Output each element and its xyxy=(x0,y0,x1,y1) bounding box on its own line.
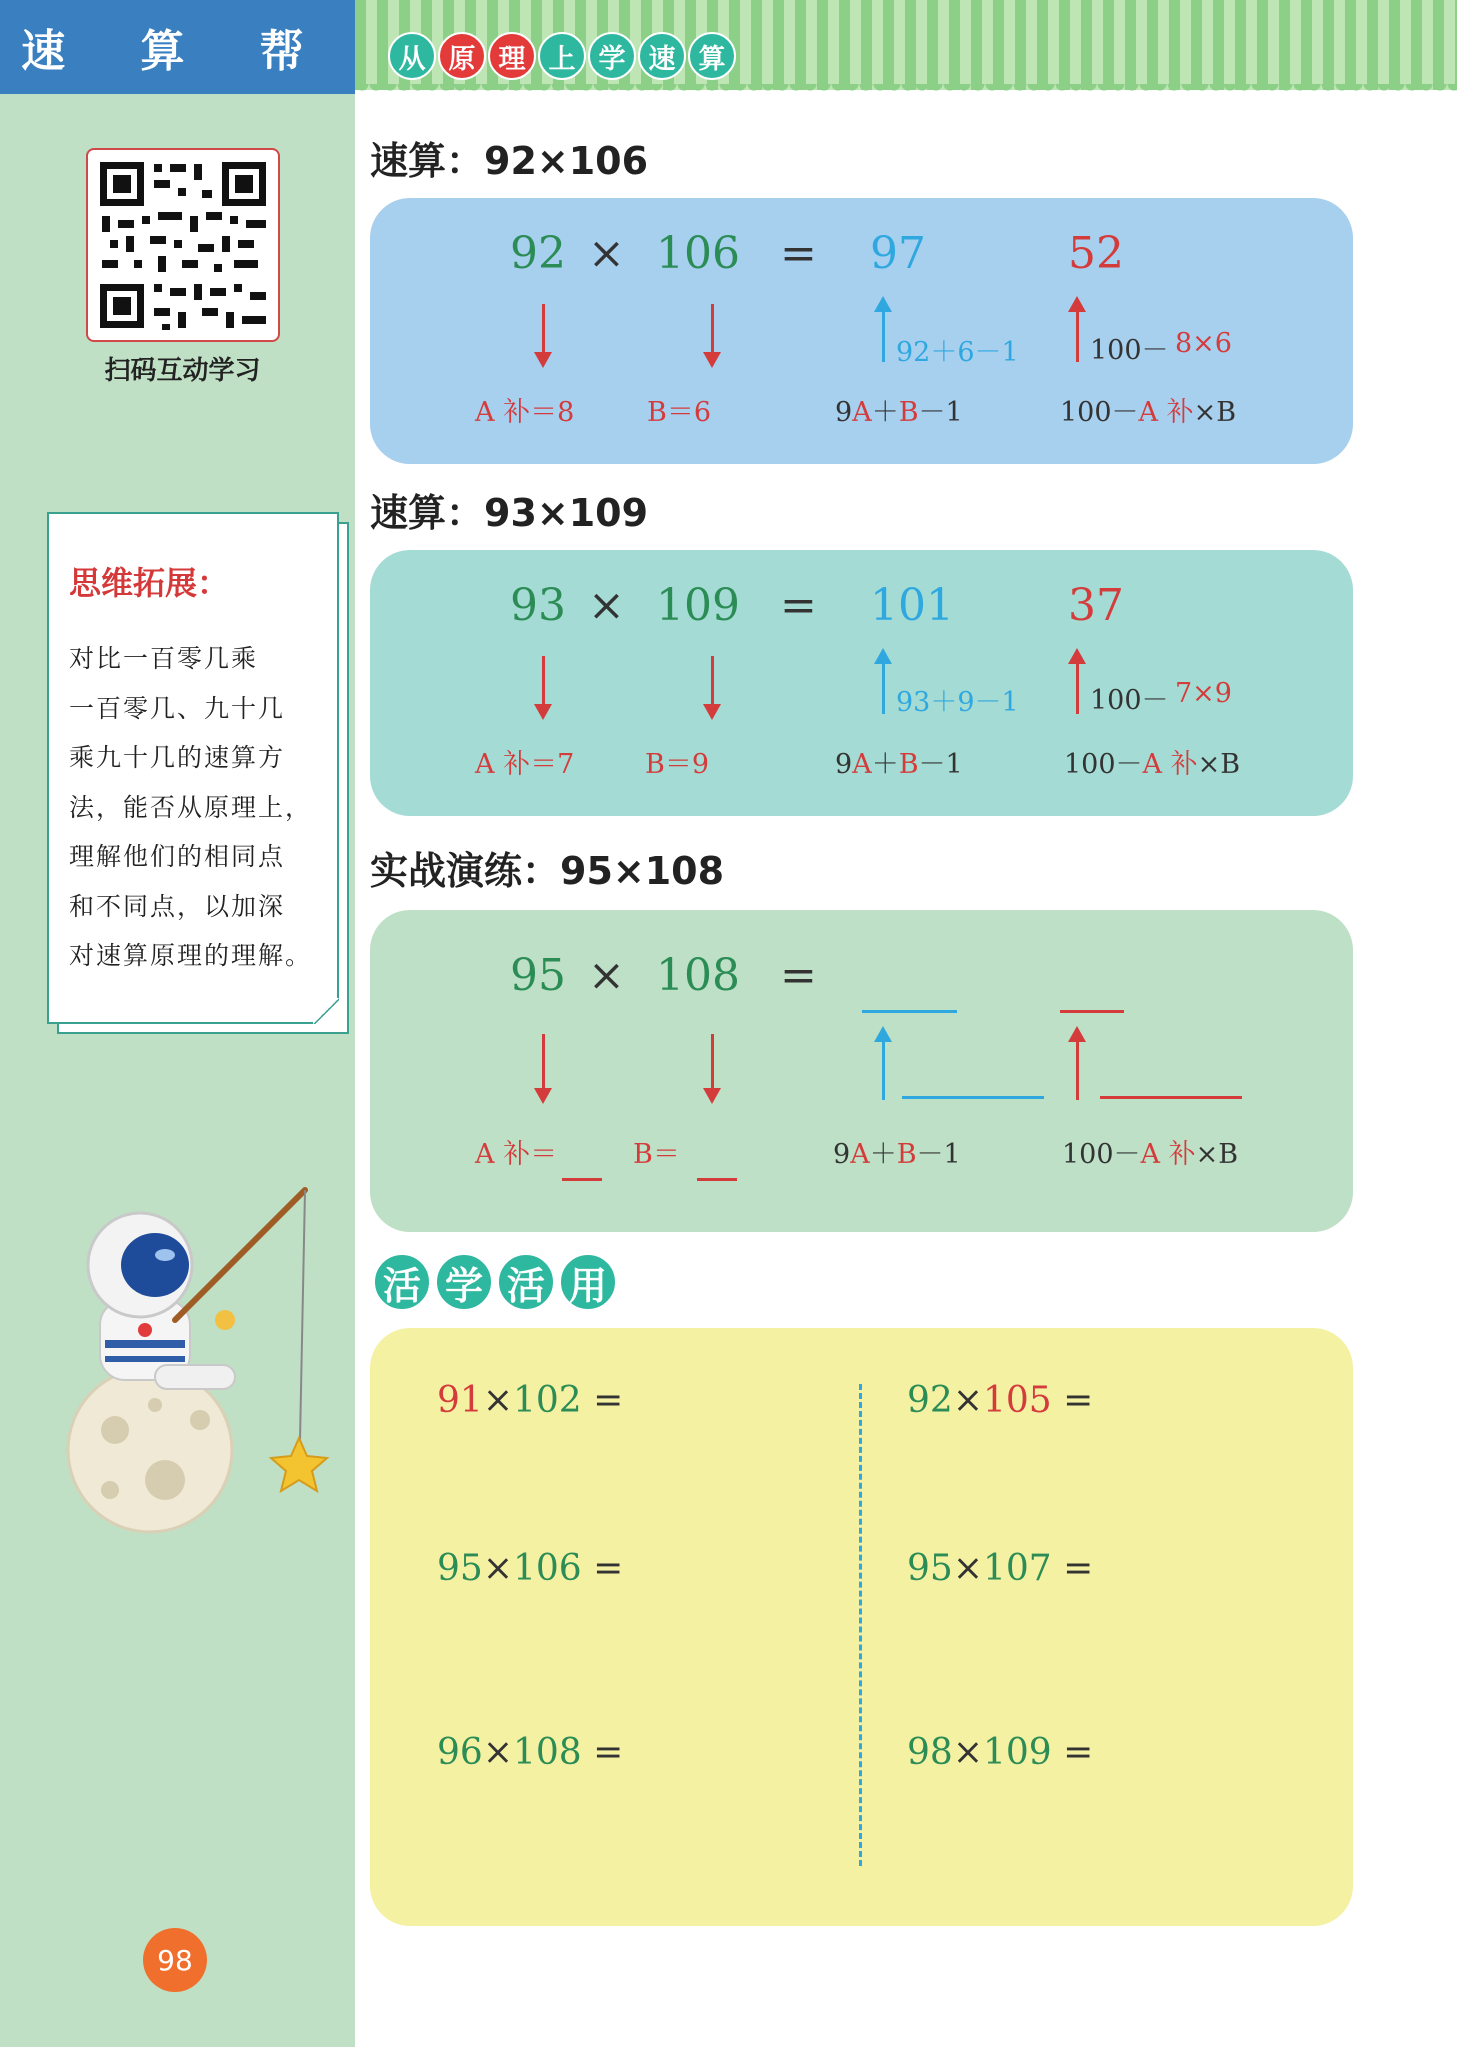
section-tag-char: 理 xyxy=(488,32,536,80)
page-number: 98 xyxy=(143,1928,207,1992)
down-arrow-icon xyxy=(542,1034,545,1090)
equals-sign: = xyxy=(780,580,817,631)
example-1-panel xyxy=(370,198,1353,464)
times-sign: × xyxy=(588,950,625,1001)
example-1-heading: 速算：92×106 xyxy=(370,139,649,183)
apply-title-char: 用 xyxy=(558,1252,618,1312)
qr-label: 扫码互动学习 xyxy=(104,356,261,386)
down-arrow-icon xyxy=(711,304,714,354)
hint-back-product: 7×9 xyxy=(1175,678,1232,709)
formula-back: 100－A 补×B xyxy=(1060,397,1237,428)
formula-front: 9A＋B－1 xyxy=(835,749,963,780)
up-arrow-icon xyxy=(882,1040,885,1100)
work-blank-front[interactable] xyxy=(902,1096,1044,1099)
practice-drill-panel xyxy=(370,910,1353,1232)
result-back: 37 xyxy=(1068,580,1124,631)
down-arrow-icon xyxy=(711,656,714,706)
up-arrow-icon xyxy=(882,662,885,714)
result-front: 101 xyxy=(870,580,954,631)
practice-drill-heading: 实战演练：95×108 xyxy=(370,849,725,893)
column-divider xyxy=(859,1384,862,1866)
note-line: 和不同点，以加深 xyxy=(69,891,286,921)
note-line: 法，能否从原理上， xyxy=(69,792,313,822)
apply-title-char: 活 xyxy=(496,1252,556,1312)
label-b: B＝9 xyxy=(645,749,710,780)
apply-section-title xyxy=(372,1252,618,1312)
hint-front: 92＋6－1 xyxy=(896,337,1019,368)
answer-blank-front[interactable] xyxy=(862,1010,957,1013)
up-arrow-icon xyxy=(1076,662,1079,714)
b-blank[interactable] xyxy=(697,1178,737,1181)
up-arrow-icon xyxy=(1076,1040,1079,1100)
astronaut-fishing-illustration xyxy=(55,1180,335,1544)
times-sign: × xyxy=(588,228,625,279)
section-tag-char: 速 xyxy=(638,32,686,80)
work-blank-back[interactable] xyxy=(1100,1096,1242,1099)
hint-back-product: 8×6 xyxy=(1175,328,1232,359)
a-complement-blank[interactable] xyxy=(562,1178,602,1181)
operand-b: 109 xyxy=(656,580,740,631)
operand-a: 92 xyxy=(510,228,566,279)
label-a-complement: A 补＝8 xyxy=(475,397,575,428)
operand-a: 93 xyxy=(510,580,566,631)
section-tag xyxy=(388,32,736,80)
hint-front: 93＋9－1 xyxy=(896,687,1019,718)
section-tag-char: 从 xyxy=(388,32,436,80)
note-body xyxy=(69,634,331,981)
result-back: 52 xyxy=(1068,228,1124,279)
label-b: B＝ xyxy=(633,1139,680,1170)
operand-a: 95 xyxy=(510,950,566,1001)
label-b: B＝6 xyxy=(647,397,712,428)
hint-back-prefix: 100－ xyxy=(1090,685,1169,716)
down-arrow-icon xyxy=(542,656,545,706)
exercise-item[interactable]: 98×109 = xyxy=(907,1732,1094,1773)
section-tag-char: 学 xyxy=(588,32,636,80)
qr-code[interactable] xyxy=(86,148,280,342)
section-tag-char: 算 xyxy=(688,32,736,80)
operand-b: 108 xyxy=(656,950,740,1001)
exercise-item[interactable]: 92×105 = xyxy=(907,1380,1094,1421)
note-fold-corner xyxy=(313,998,339,1024)
apply-title-char: 学 xyxy=(434,1252,494,1312)
section-tag-char: 原 xyxy=(438,32,486,80)
exercise-item[interactable]: 96×108 = xyxy=(437,1732,624,1773)
formula-front: 9A＋B－1 xyxy=(833,1139,961,1170)
qr-code-icon xyxy=(88,150,278,340)
note-title: 思维拓展： xyxy=(69,564,230,602)
result-front: 97 xyxy=(870,228,926,279)
note-line: 理解他们的相同点 xyxy=(69,842,286,871)
times-sign: × xyxy=(588,580,625,631)
down-arrow-icon xyxy=(711,1034,714,1090)
exercise-item[interactable]: 91×102 = xyxy=(437,1380,624,1421)
section-tag-char: 上 xyxy=(538,32,586,80)
exercise-item[interactable]: 95×106 = xyxy=(437,1548,624,1589)
note-line: 乘九十几的速算方 xyxy=(69,743,286,772)
up-arrow-icon xyxy=(882,310,885,362)
thinking-note-card xyxy=(47,512,339,1024)
hint-back-prefix: 100－ xyxy=(1090,335,1169,366)
brand-title: 速 算 帮 xyxy=(0,0,355,94)
exercise-item[interactable]: 95×107 = xyxy=(907,1548,1094,1589)
note-line: 对速算原理的理解。 xyxy=(69,941,313,970)
formula-back: 100－A 补×B xyxy=(1062,1139,1239,1170)
label-a-complement: A 补＝7 xyxy=(475,749,575,780)
example-2-panel xyxy=(370,550,1353,816)
up-arrow-icon xyxy=(1076,310,1079,362)
note-line: 对比一百零几乘 xyxy=(69,644,259,673)
down-arrow-icon xyxy=(542,304,545,354)
top-scallop-edge xyxy=(355,84,1457,98)
apply-title-char: 活 xyxy=(372,1252,432,1312)
answer-blank-back[interactable] xyxy=(1060,1010,1124,1013)
note-line: 一百零几、九十几 xyxy=(69,693,286,723)
label-a-complement: A 补＝ xyxy=(475,1139,558,1170)
equals-sign: = xyxy=(780,228,817,279)
formula-back: 100－A 补×B xyxy=(1064,749,1241,780)
formula-front: 9A＋B－1 xyxy=(835,397,963,428)
operand-b: 106 xyxy=(656,228,740,279)
example-2-heading: 速算：93×109 xyxy=(370,491,649,535)
equals-sign: = xyxy=(780,950,817,1001)
